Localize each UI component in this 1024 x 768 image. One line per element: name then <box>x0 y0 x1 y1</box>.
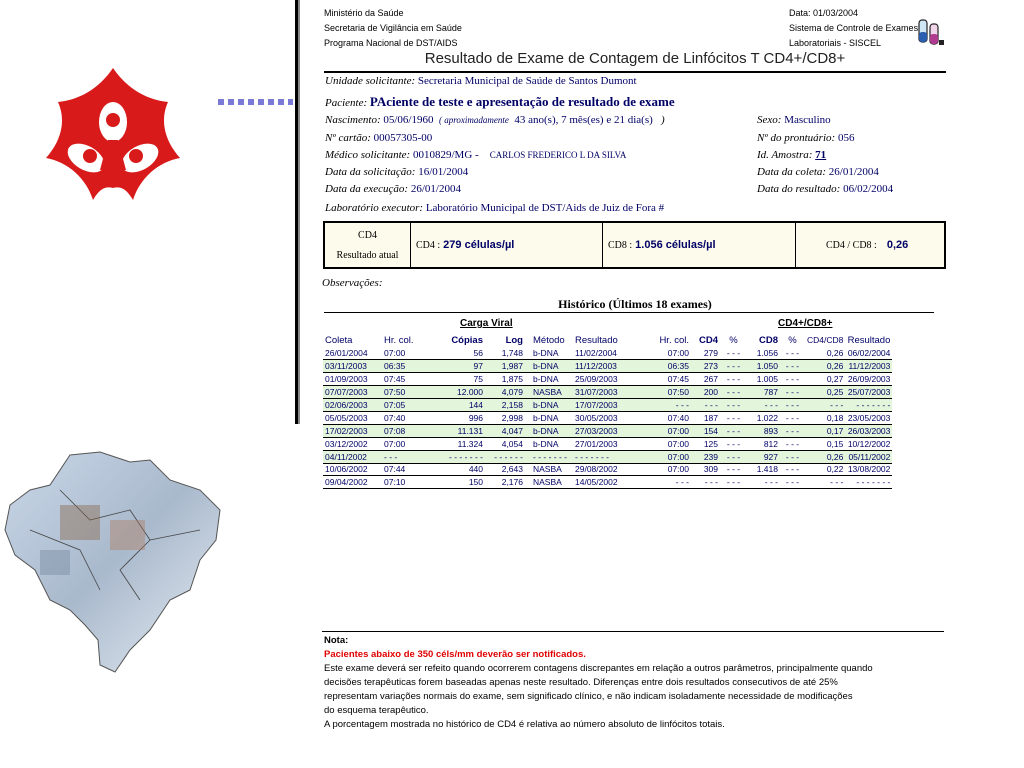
table-cell: 0,25 <box>805 386 845 399</box>
table-cell: 26/01/2004 <box>323 347 376 360</box>
history-title: Histórico (Últimos 18 exames) <box>558 297 712 311</box>
table-cell: 17/02/2003 <box>323 424 376 437</box>
col-header: Resultado <box>847 334 891 346</box>
table-cell: 996 <box>421 411 485 424</box>
table-cell: 02/06/2003 <box>323 399 376 412</box>
table-cell: 29/08/2002 <box>573 463 639 476</box>
table-cell: b-DNA <box>525 424 573 437</box>
table-cell: 07:00 <box>639 450 691 463</box>
table-cell: 1.005 <box>747 373 780 386</box>
table-cell: 1.022 <box>747 411 780 424</box>
table-cell: 07:10 <box>376 476 421 489</box>
col-header: CD8 <box>758 334 778 346</box>
table-cell: 273 <box>691 360 720 373</box>
table-cell: 26/03/2003 <box>845 424 892 437</box>
table-cell: 03/11/2003 <box>323 360 376 373</box>
table-cell: 14/05/2002 <box>573 476 639 489</box>
table-cell: 200 <box>691 386 720 399</box>
table-row <box>323 424 892 437</box>
ministry-logo <box>38 60 188 220</box>
table-cell: b-DNA <box>525 411 573 424</box>
table-cell: 1.056 <box>747 347 780 360</box>
viral-load-group-label: Carga Viral <box>460 318 513 329</box>
header-left-line: Secretaria de Vigilância em Saúde <box>324 23 462 33</box>
label: Data da execução: <box>325 183 409 195</box>
label: Nº cartão: <box>325 132 371 144</box>
label: Sexo: <box>757 114 782 126</box>
table-row <box>323 437 892 450</box>
table-cell: 07:44 <box>376 463 421 476</box>
table-cell: 187 <box>691 411 720 424</box>
col-header: Cópias <box>451 334 483 346</box>
table-cell: 07:05 <box>376 399 421 412</box>
table-cell: 23/05/2003 <box>845 411 892 424</box>
table-row <box>323 386 892 399</box>
table-cell: 1,748 <box>485 347 525 360</box>
note-line: representam variações normais do exame, sem significado clínico, e não indicam isoladamente necessidade de modificações <box>324 691 853 702</box>
note-line: Este exame deverá ser refeito quando ocorrerem contagens discrepantes em relação a outros parâmetros, principalmente quando <box>324 663 873 674</box>
table-cell: - - - <box>780 463 805 476</box>
table-cell: 07/07/2003 <box>323 386 376 399</box>
label: Nº do prontuário: <box>757 132 836 144</box>
table-cell: 06:35 <box>639 360 691 373</box>
table-cell: 06:35 <box>376 360 421 373</box>
table-cell: - - - <box>720 437 747 450</box>
table-cell: 0,17 <box>805 424 845 437</box>
value: 06/02/2004 <box>843 183 894 195</box>
brazil-map-image <box>0 450 222 675</box>
table-row <box>323 411 892 424</box>
col-header: CD4/CD8 <box>807 335 844 345</box>
table-cell: 154 <box>691 424 720 437</box>
table-cell: b-DNA <box>525 360 573 373</box>
table-cell: - - - <box>780 386 805 399</box>
table-cell: - - - <box>780 373 805 386</box>
table-cell: 01/09/2003 <box>323 373 376 386</box>
table-cell: 13/08/2002 <box>845 463 892 476</box>
table-cell: 893 <box>747 424 780 437</box>
table-cell: 0,22 <box>805 463 845 476</box>
col-header: Método <box>533 334 565 346</box>
table-cell: 1.418 <box>747 463 780 476</box>
table-cell: 125 <box>691 437 720 450</box>
table-cell: - - - <box>720 373 747 386</box>
field-cartao <box>325 132 432 144</box>
note-line: do esquema terapêutico. <box>324 705 429 716</box>
note-title: Nota: <box>324 635 349 646</box>
table-cell: NASBA <box>525 386 573 399</box>
value: 26/01/2004 <box>828 166 879 178</box>
table-row <box>323 476 892 489</box>
history-rule <box>324 312 934 313</box>
table-cell: - - - <box>639 476 691 489</box>
table-cell: - - - <box>780 399 805 412</box>
table-cell: 4,079 <box>485 386 525 399</box>
note-section <box>324 634 944 732</box>
table-cell: 10/12/2002 <box>845 437 892 450</box>
cd8-result-cell <box>603 223 796 267</box>
label: ( aproximadamente <box>438 115 509 125</box>
table-cell: - - - <box>691 476 720 489</box>
table-cell: 03/12/2002 <box>323 437 376 450</box>
col-header: % <box>729 334 738 346</box>
field-coleta <box>757 166 879 178</box>
table-cell: b-DNA <box>525 437 573 450</box>
table-cell: 440 <box>421 463 485 476</box>
label: Unidade solicitante: <box>325 75 416 87</box>
table-row <box>323 373 892 386</box>
table-cell: 07:00 <box>639 424 691 437</box>
observations-label: Observações: <box>322 277 383 289</box>
table-row <box>323 399 892 412</box>
field-paciente <box>325 94 675 110</box>
table-cell: 927 <box>747 450 780 463</box>
label: Data do resultado: <box>757 183 841 195</box>
value: 056 <box>837 132 855 144</box>
table-cell: - - - <box>720 424 747 437</box>
col-header: Hr. col. <box>659 334 689 346</box>
table-cell: - - - - - - - <box>845 399 892 412</box>
table-row <box>323 360 892 373</box>
value: 0010829/MG - <box>412 149 479 161</box>
table-cell: 97 <box>421 360 485 373</box>
cd4-value: 279 células/µl <box>443 239 515 251</box>
table-cell: 04/11/2002 <box>323 450 376 463</box>
table-cell: 2,158 <box>485 399 525 412</box>
sample-id-link[interactable]: 71 <box>815 149 827 161</box>
field-medico <box>325 149 626 161</box>
note-rule <box>322 631 944 632</box>
table-cell: - - - <box>720 450 747 463</box>
table-cell: 05/11/2002 <box>845 450 892 463</box>
field-resultado <box>757 183 893 195</box>
table-cell: - - - <box>805 399 845 412</box>
col-header: Coleta <box>325 334 353 346</box>
table-cell: - - - <box>805 476 845 489</box>
label: Data da solicitação: <box>325 166 416 178</box>
table-cell: 25/09/2003 <box>573 373 639 386</box>
label: Médico solicitante: <box>325 149 411 161</box>
table-cell: 0,26 <box>805 360 845 373</box>
field-prontuario <box>757 132 854 144</box>
note-line: decisões terapêuticas forem baseadas apenas neste resultado. Diferenças entre dois resultados consecutivos de até 25% <box>324 677 838 688</box>
table-cell: - - - <box>780 360 805 373</box>
table-row <box>323 450 892 463</box>
table-cell: - - - <box>780 411 805 424</box>
table-cell: - - - <box>780 424 805 437</box>
table-cell: 12.000 <box>421 386 485 399</box>
table-cell: 31/07/2003 <box>573 386 639 399</box>
value: 00057305-00 <box>373 132 433 144</box>
col-header: CD4 <box>698 334 718 346</box>
history-body <box>323 347 892 489</box>
table-cell: 267 <box>691 373 720 386</box>
table-cell: - - - <box>780 450 805 463</box>
table-cell: - - - - - - - <box>573 450 639 463</box>
field-unidade <box>325 75 637 87</box>
table-cell: NASBA <box>525 463 573 476</box>
table-cell: - - - - - - - <box>845 476 892 489</box>
table-cell: 07:45 <box>376 373 421 386</box>
field-nascimento <box>325 114 665 126</box>
dotted-connector <box>218 99 293 105</box>
label: Paciente: <box>325 97 368 109</box>
current-result-label: Resultado atual <box>336 249 399 261</box>
value: 05/06/1960 <box>383 114 434 126</box>
table-cell: - - - <box>780 347 805 360</box>
table-cell: 30/05/2003 <box>573 411 639 424</box>
table-cell: 07:50 <box>376 386 421 399</box>
label: Id. Amostra: <box>757 149 813 161</box>
table-cell: - - - <box>691 399 720 412</box>
table-cell: 07:00 <box>376 347 421 360</box>
label: ) <box>661 114 665 126</box>
table-cell: - - - <box>747 399 780 412</box>
field-solicitacao <box>325 166 468 178</box>
table-cell: 11/12/2003 <box>845 360 892 373</box>
value: PAciente de teste e apresentação de resultado de exame <box>369 94 675 109</box>
header-right-line: Sistema de Controle de Exames <box>789 23 919 33</box>
table-cell: 0,26 <box>805 450 845 463</box>
table-cell: 11/02/2004 <box>573 347 639 360</box>
table-cell: - - - <box>780 437 805 450</box>
table-cell: 812 <box>747 437 780 450</box>
table-cell: b-DNA <box>525 399 573 412</box>
history-header-row <box>323 333 892 347</box>
table-cell: 11.131 <box>421 424 485 437</box>
table-cell: 07:40 <box>639 411 691 424</box>
table-cell: - - - <box>720 476 747 489</box>
value: Laboratório Municipal de DST/Aids de Juiz de Fora # <box>425 202 665 214</box>
col-header: Resultado <box>575 334 618 346</box>
table-cell: NASBA <box>525 476 573 489</box>
page-title: Resultado de Exame de Contagem de Linfócitos T CD4+/CD8+ <box>424 50 846 67</box>
col-header: Hr. col. <box>384 334 414 346</box>
table-cell: 0,26 <box>805 347 845 360</box>
table-cell: 309 <box>691 463 720 476</box>
ratio-value: 0,26 <box>886 239 909 251</box>
field-sexo <box>757 114 831 126</box>
table-cell: 07:00 <box>639 437 691 450</box>
table-cell: 05/05/2003 <box>323 411 376 424</box>
cd4-result-cell <box>411 223 603 267</box>
table-cell: 144 <box>421 399 485 412</box>
table-cell: - - - <box>720 347 747 360</box>
table-cell: 27/01/2003 <box>573 437 639 450</box>
header-system <box>789 6 918 51</box>
table-cell: 0,15 <box>805 437 845 450</box>
cd8-label: CD8 : <box>608 239 633 251</box>
cd4-title: CD4 <box>358 229 377 241</box>
table-cell: - - - - - - <box>485 450 525 463</box>
table-cell: 0,27 <box>805 373 845 386</box>
table-cell: b-DNA <box>525 347 573 360</box>
field-laboratorio <box>325 202 664 214</box>
label: Data da coleta: <box>757 166 827 178</box>
table-cell: - - - <box>720 411 747 424</box>
table-cell: - - - <box>720 463 747 476</box>
table-row <box>323 347 892 360</box>
label: Laboratório executor: <box>325 202 424 214</box>
table-cell: 1.050 <box>747 360 780 373</box>
table-cell: 11.324 <box>421 437 485 450</box>
table-cell: 4,054 <box>485 437 525 450</box>
table-cell: - - - <box>720 399 747 412</box>
header-right-line: Laboratoriais - SISCEL <box>789 38 882 48</box>
history-table <box>323 333 892 489</box>
table-cell: 2,176 <box>485 476 525 489</box>
table-cell: 07:00 <box>376 437 421 450</box>
cd4-label: CD4 : <box>416 239 441 251</box>
table-cell: 27/03/2003 <box>573 424 639 437</box>
field-amostra <box>757 149 826 161</box>
table-cell: - - - - - - - <box>421 450 485 463</box>
table-cell: 0,18 <box>805 411 845 424</box>
note-line: A porcentagem mostrada no histórico de CD4 é relativa ao número absoluto de linfócitos totais. <box>324 719 725 730</box>
header-left-line: Programa Nacional de DST/AIDS <box>324 38 458 48</box>
value: Masculino <box>784 114 831 126</box>
table-row <box>323 463 892 476</box>
table-cell: 4,047 <box>485 424 525 437</box>
ratio-result-cell <box>796 223 944 267</box>
table-cell: 07:45 <box>639 373 691 386</box>
value: CARLOS FREDERICO L DA SILVA <box>489 150 627 160</box>
label: Nascimento: <box>325 114 381 126</box>
table-cell: 10/06/2002 <box>323 463 376 476</box>
note-alert: Pacientes abaixo de 350 céls/mm deverão ser notificados. <box>324 649 586 660</box>
field-execucao <box>325 183 461 195</box>
table-cell: 07:00 <box>639 347 691 360</box>
title-underline <box>324 71 946 73</box>
value: 26/01/2004 <box>410 183 461 195</box>
table-cell: 11/12/2003 <box>573 360 639 373</box>
table-cell: 07:40 <box>376 411 421 424</box>
current-result-box <box>323 221 946 269</box>
value: 16/01/2004 <box>418 166 469 178</box>
table-cell: - - - <box>639 399 691 412</box>
table-cell: 07:00 <box>639 463 691 476</box>
col-header: % <box>788 334 797 346</box>
table-cell: 1,875 <box>485 373 525 386</box>
table-cell: 09/04/2002 <box>323 476 376 489</box>
header-left-line: Ministério da Saúde <box>324 8 404 18</box>
test-tubes-icon <box>917 18 945 46</box>
header-institution <box>324 6 462 51</box>
table-cell: 150 <box>421 476 485 489</box>
table-cell: 56 <box>421 347 485 360</box>
table-cell: 06/02/2004 <box>845 347 892 360</box>
table-cell: 75 <box>421 373 485 386</box>
table-cell: - - - <box>780 476 805 489</box>
col-header: Log <box>505 334 523 346</box>
table-cell: 17/07/2003 <box>573 399 639 412</box>
table-cell: 279 <box>691 347 720 360</box>
table-cell: 2,998 <box>485 411 525 424</box>
table-cell: 26/09/2003 <box>845 373 892 386</box>
ratio-label: CD4 / CD8 : <box>826 239 877 251</box>
vertical-divider-shadow <box>298 0 300 424</box>
table-cell: 25/07/2003 <box>845 386 892 399</box>
table-cell: 787 <box>747 386 780 399</box>
table-cell: b-DNA <box>525 373 573 386</box>
header-date: Data: 01/03/2004 <box>789 8 859 18</box>
table-cell: - - - <box>376 450 421 463</box>
result-label-cell <box>325 223 411 267</box>
table-cell: 239 <box>691 450 720 463</box>
table-cell: - - - <box>720 386 747 399</box>
table-cell: 2,643 <box>485 463 525 476</box>
table-cell: - - - <box>720 360 747 373</box>
cd8-value: 1.056 células/µl <box>635 239 716 251</box>
cd4-cd8-group-label: CD4+/CD8+ <box>778 318 833 329</box>
table-cell: 07:50 <box>639 386 691 399</box>
value: Secretaria Municipal de Saúde de Santos Dumont <box>417 75 637 87</box>
value: 43 ano(s), 7 mês(es) e 21 dia(s) <box>514 114 653 126</box>
table-cell: 07:08 <box>376 424 421 437</box>
table-cell: - - - <box>747 476 780 489</box>
table-cell: - - - - - - - <box>525 450 573 463</box>
table-cell: 1,987 <box>485 360 525 373</box>
